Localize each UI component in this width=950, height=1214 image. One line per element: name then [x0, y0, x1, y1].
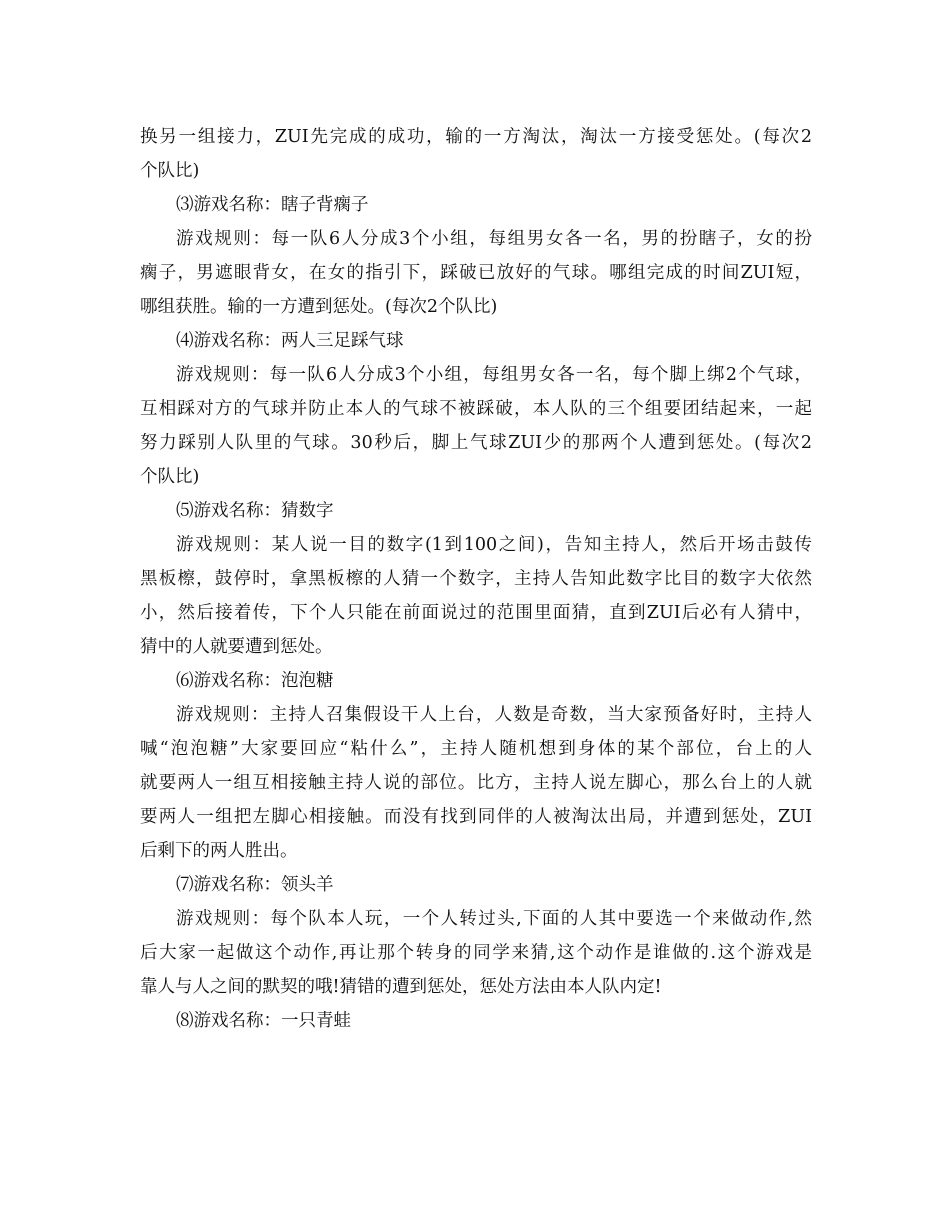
text-line: 换另一组接力，ZUI先完成的成功，输的一方淘汰，淘汰一方接受惩处。(每次2: [140, 127, 812, 147]
text-line: 后剩下的两人胜出。: [140, 841, 298, 861]
text-line: 要两人一组把左脚心相接触。而没有找到同伴的人被淘汰出局，并遭到惩处，ZUI: [140, 807, 812, 827]
text-line: 游戏规则：某人说一目的数字(1到100之间)，告知主持人，然后开场击鼓传: [176, 535, 812, 555]
text-line: 游戏规则：主持人召集假设干人上台，人数是奇数，当大家预备好时，主持人: [176, 705, 812, 725]
text-line: 黑板檫，鼓停时，拿黑板檫的人猜一个数字，主持人告知此数字比目的数字大依然: [140, 569, 812, 589]
text-line: 游戏规则：每一队6人分成3个小组，每组男女各一名，每个脚上绑2个气球，: [176, 365, 812, 385]
text-line: 就要两人一组互相接触主持人说的部位。比方，主持人说左脚心，那么台上的人就: [140, 773, 812, 793]
text-line: ⑺游戏名称：领头羊: [176, 875, 334, 895]
text-line: ⑸游戏名称：猜数字: [176, 501, 334, 521]
document-body: [140, 120, 812, 1038]
text-line: 游戏规则：每一队6人分成3个小组，每组男女各一名，男的扮瞎子，女的扮: [176, 229, 812, 249]
text-line: 后大家一起做这个动作,再让那个转身的同学来猜,这个动作是谁做的.这个游戏是: [140, 943, 812, 963]
text-line: 猜中的人就要遭到惩处。: [140, 637, 333, 657]
text-line: 个队比): [140, 467, 200, 487]
text-line: 互相踩对方的气球并防止本人的气球不被踩破，本人队的三个组要团结起来，一起: [140, 399, 812, 419]
text-line: 小，然后接着传，下个人只能在前面说过的范围里面猜，直到ZUI后必有人猜中，: [140, 603, 812, 623]
text-line: 游戏规则：每个队本人玩，一个人转过头,下面的人其中要选一个来做动作,然: [176, 909, 812, 929]
text-line: 努力踩别人队里的气球。30秒后，脚上气球ZUI少的那两个人遭到惩处。(每次2: [140, 433, 812, 453]
text-line: ⑹游戏名称：泡泡糖: [176, 671, 334, 691]
text-line: 靠人与人之间的默契的哦!猜错的遭到惩处，惩处方法由本人队内定!: [140, 977, 662, 997]
text-line: 瘸子，男遮眼背女，在女的指引下，踩破已放好的气球。哪组完成的时间ZUI短，: [140, 263, 812, 283]
text-line: ⑶游戏名称：瞎子背瘸子: [176, 195, 369, 215]
text-line: ⑻游戏名称：一只青蛙: [176, 1011, 351, 1031]
text-line: 个队比): [140, 161, 200, 181]
text-line: ⑷游戏名称：两人三足踩气球: [176, 331, 404, 351]
text-line: 哪组获胜。输的一方遭到惩处。(每次2个队比): [140, 297, 498, 317]
text-line: 喊“泡泡糖”大家要回应“粘什么”，主持人随机想到身体的某个部位，台上的人: [140, 739, 812, 759]
